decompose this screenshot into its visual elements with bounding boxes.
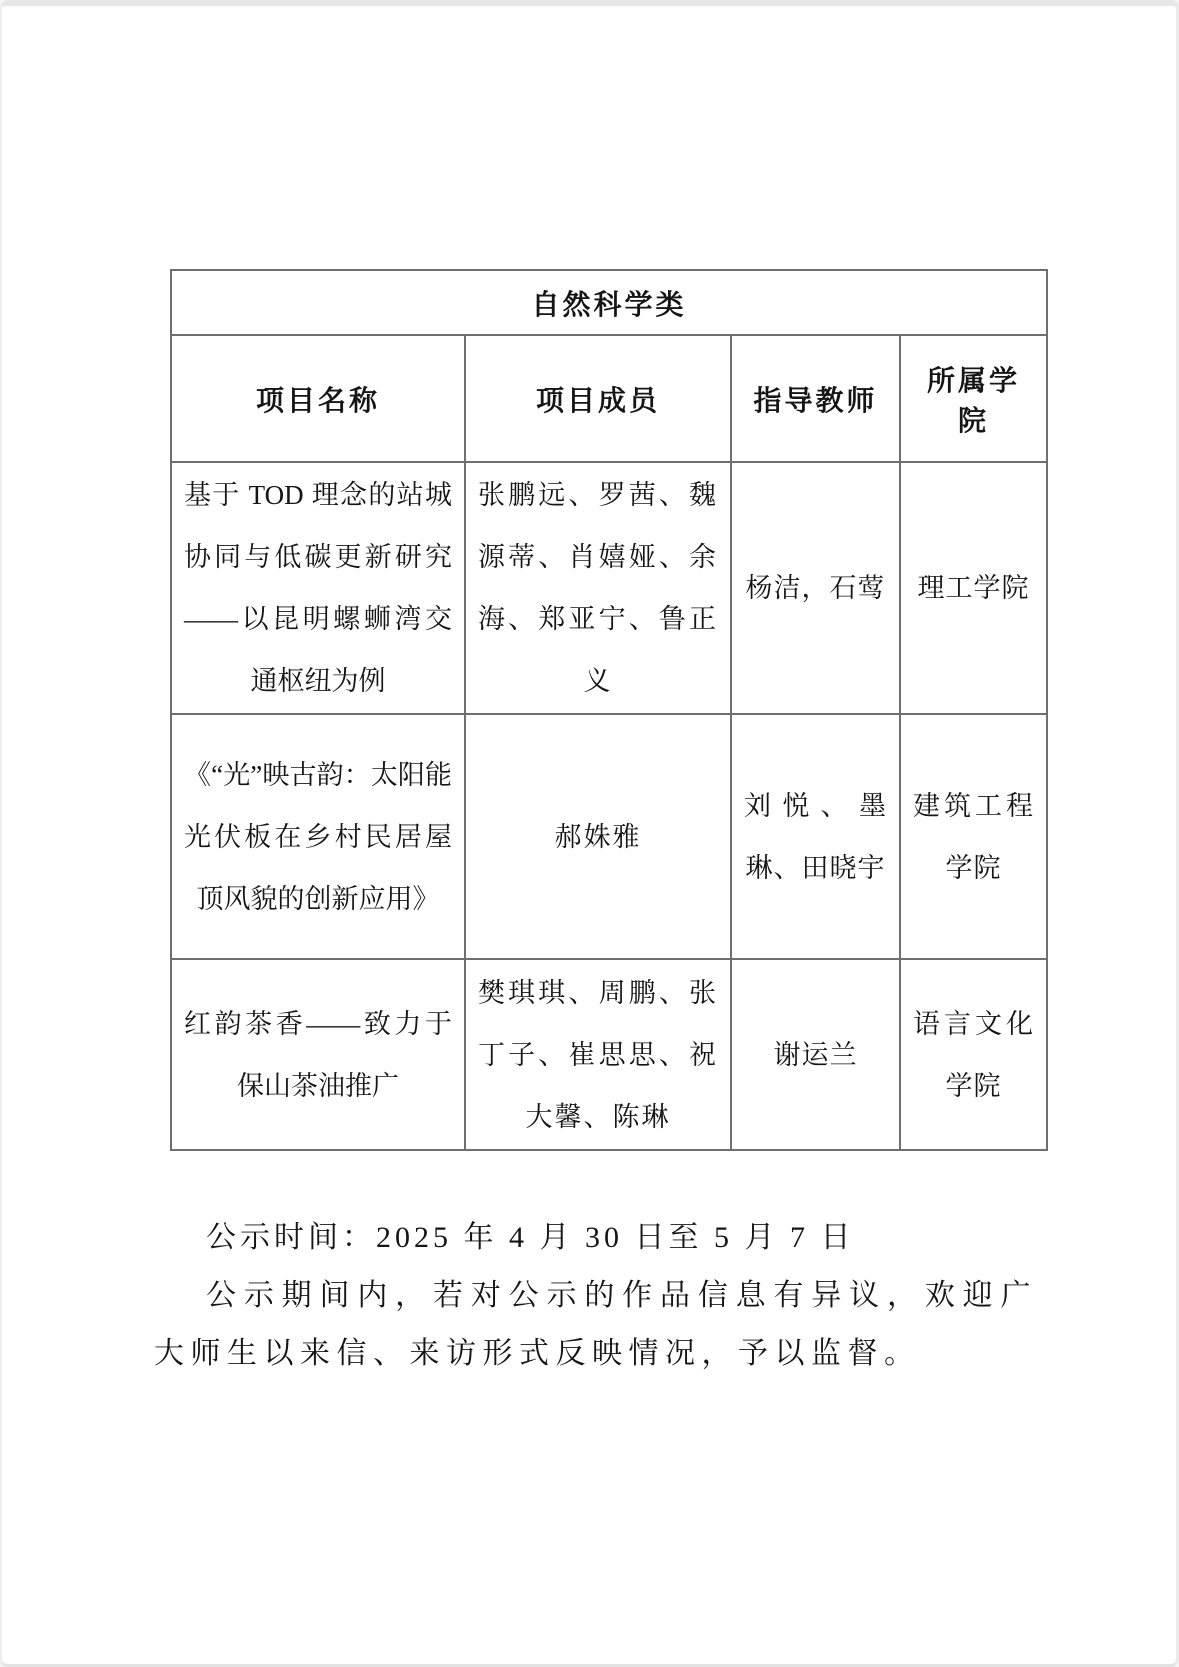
table-category-header: 自然科学类 [171, 270, 1047, 335]
table-row [171, 714, 1047, 959]
cell-advisor: 杨洁，石莺 [731, 462, 900, 714]
cell-project-name: 红韵茶香——致力于保山茶油推广 [171, 959, 465, 1150]
column-header-advisor: 指导教师 [731, 335, 900, 462]
cell-college: 理工学院 [900, 462, 1047, 714]
cell-project-members: 樊琪琪、周鹏、张丁子、崔思思、祝大馨、陈琳 [465, 959, 731, 1150]
publicity-notice-paragraph: 公示期间内，若对公示的作品信息有异议，欢迎广大师生以来信、来访形式反映情况，予以监督。 [154, 1279, 1037, 1370]
table-row [171, 270, 1047, 335]
cell-advisor: 谢运兰 [731, 959, 900, 1150]
publicity-time-line: 公示时间：2025 年 4 月 30 日至 5 月 7 日 [206, 1221, 855, 1254]
table-row [171, 959, 1047, 1150]
cell-project-name: 《“光”映古韵：太阳能光伏板在乡村民居屋顶风貌的创新应用》 [171, 714, 465, 959]
column-header-college: 所属学院 [900, 335, 1047, 462]
cell-college: 建筑工程学院 [900, 714, 1047, 959]
projects-table [170, 269, 1048, 1151]
column-header-project-name: 项目名称 [171, 335, 465, 462]
table-header-row [171, 335, 1047, 462]
cell-project-name: 基于 TOD 理念的站城协同与低碳更新研究——以昆明螺蛳湾交通枢纽为例 [171, 462, 465, 714]
cell-project-members: 张鹏远、罗茜、魏源蒂、肖嬉娅、余海、郑亚宁、鲁正义 [465, 462, 731, 714]
cell-advisor: 刘悦、墨琳、田晓宇 [731, 714, 900, 959]
column-header-project-members: 项目成员 [465, 335, 731, 462]
footer-text-block [154, 1209, 1037, 1383]
cell-project-members: 郝姝雅 [465, 714, 731, 959]
cell-college: 语言文化学院 [900, 959, 1047, 1150]
table-row [171, 462, 1047, 714]
